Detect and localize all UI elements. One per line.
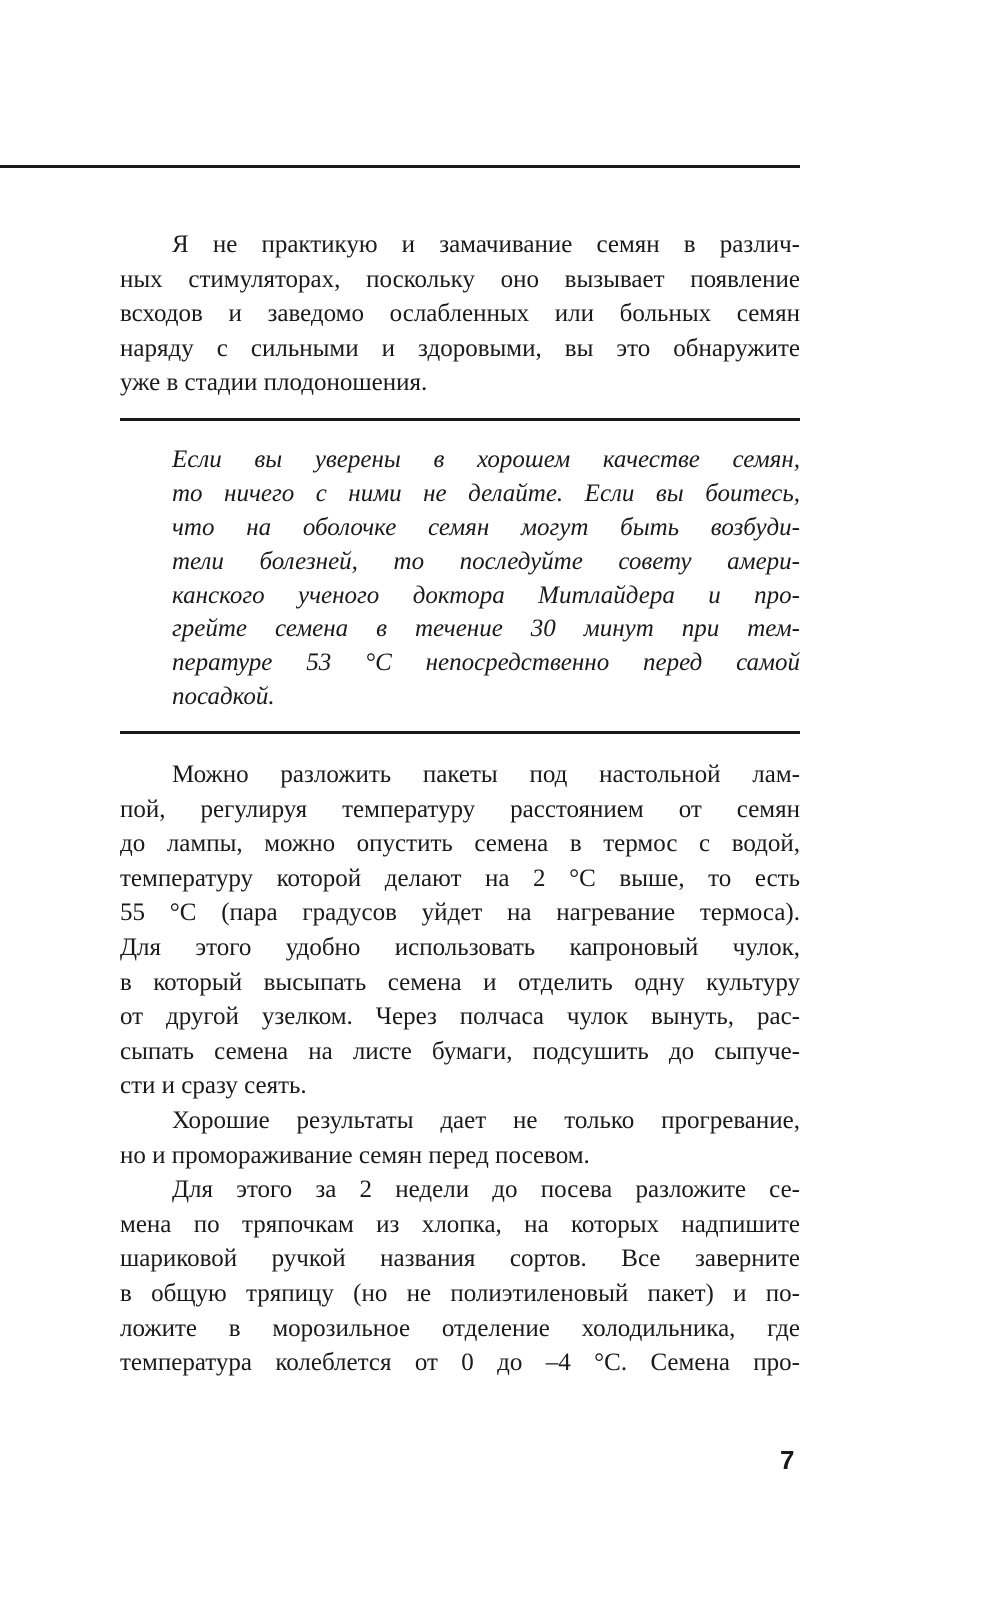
text-line: температуру которой делают на 2 °С выше, то есть xyxy=(120,864,800,892)
body-text xyxy=(120,758,800,1381)
text-line: Для этого за 2 недели до посева разложите се- xyxy=(172,1176,800,1204)
top-rule xyxy=(0,165,800,168)
callout-top-rule xyxy=(120,418,800,421)
text-line: посадкой. xyxy=(172,683,275,711)
text-line: канского ученого доктора Митлайдера и про- xyxy=(172,581,800,609)
text-line: грейте семена в течение 30 минут при тем- xyxy=(172,615,800,643)
page-number: 7 xyxy=(780,1445,795,1475)
text-line: до лампы, можно опустить семена в термос с водой, xyxy=(120,830,800,858)
text-line: Для этого удобно использовать капроновый чулок, xyxy=(120,933,800,961)
text-line: температура колеблется от 0 до –4 °С. Семена про- xyxy=(120,1349,800,1377)
text-line: то ничего с ними не делайте. Если вы боитесь, xyxy=(172,479,800,507)
text-line: ложите в морозильное отделение холодильника, где xyxy=(120,1314,800,1342)
text-line: Если вы уверены в хорошем качестве семян, xyxy=(172,446,800,473)
text-line: уже в стадии плодоношения. xyxy=(120,369,428,397)
text-line: что на оболочке семян могут быть возбуди- xyxy=(172,513,800,541)
callout-block xyxy=(172,443,800,714)
text-line: пой, регулируя температуру расстоянием от семян xyxy=(120,795,800,823)
paragraph-1 xyxy=(120,228,800,401)
text-line: в который высыпать семена и отделить одну культуру xyxy=(120,968,800,996)
text-line: Хорошие результаты дает не только прогревание, xyxy=(172,1106,800,1134)
text-line: но и промораживание семян перед посевом. xyxy=(120,1141,590,1169)
text-line: сыпать семена на листе бумаги, подсушить до сыпуче- xyxy=(120,1037,800,1065)
text-line: мена по тряпочкам из хлопка, на которых надпишите xyxy=(120,1210,800,1238)
text-line: всходов и заведомо ослабленных или больных семян xyxy=(120,300,800,328)
text-line: в общую тряпицу (но не полиэтиленовый пакет) и по- xyxy=(120,1279,800,1307)
text-line: 55 °С (пара градусов уйдет на нагревание термоса). xyxy=(120,899,800,927)
text-line: ных стимуляторах, поскольку оно вызывает появление xyxy=(120,265,800,293)
text-line: от другой узелком. Через полчаса чулок вынуть, рас- xyxy=(120,1003,800,1031)
text-line: Можно разложить пакеты под настольной лам- xyxy=(172,761,800,788)
text-line: пературе 53 °С непосредственно перед самой xyxy=(172,649,800,677)
text-line: сти и сразу сеять. xyxy=(120,1072,307,1100)
text-line: наряду с сильными и здоровыми, вы это обнаружите xyxy=(120,334,800,362)
text-line: шариковой ручкой названия сортов. Все заверните xyxy=(120,1245,800,1273)
callout-bottom-rule xyxy=(120,731,800,734)
text-line: тели болезней, то последуйте совету амери- xyxy=(172,547,800,575)
text-line: Я не практикую и замачивание семян в различ- xyxy=(172,231,800,258)
